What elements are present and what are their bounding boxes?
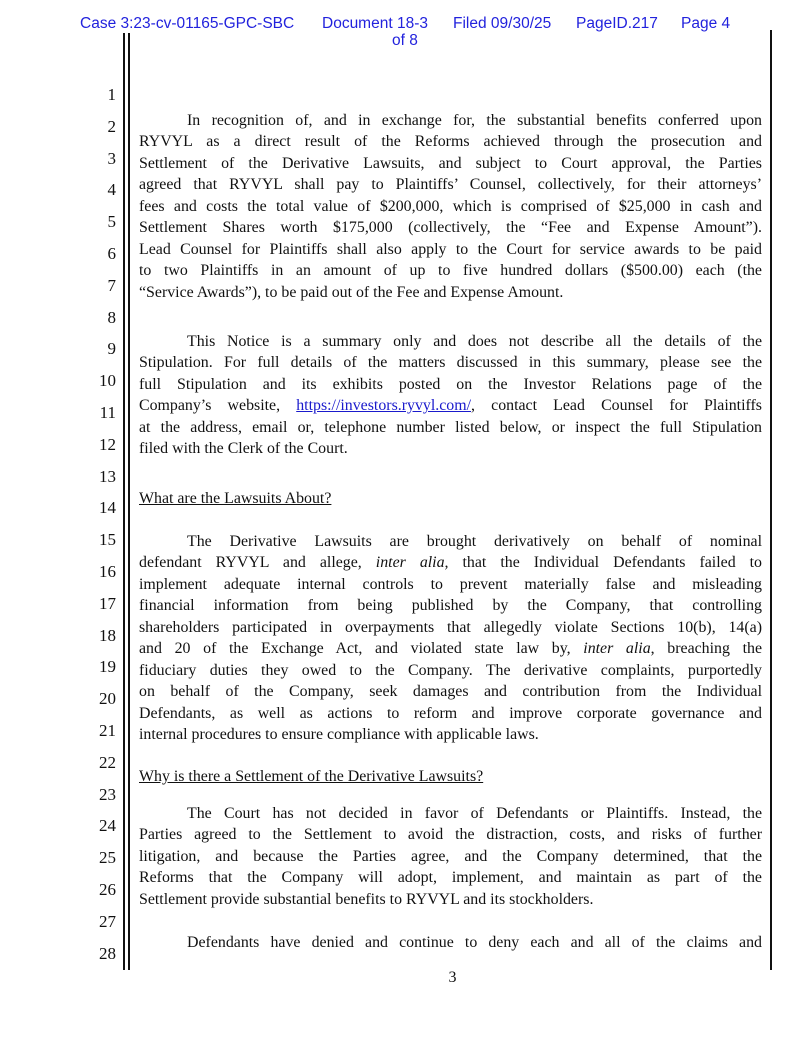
paragraph-4-line: litigation, and because the Parties agree, and the Company determined, that the xyxy=(139,847,762,865)
line-number: 2 xyxy=(107,116,116,136)
line-number: 9 xyxy=(107,339,116,359)
left-margin-line-outer xyxy=(123,33,125,970)
paragraph-2-line: full Stipulation and its exhibits posted on the Investor Relations page of the xyxy=(139,375,762,393)
line-number: 12 xyxy=(99,434,116,454)
paragraph-4-line: Reforms that the Company will adopt, implement, and maintain as part of the xyxy=(139,869,762,887)
heading-lawsuits-about: What are the Lawsuits About? xyxy=(139,490,332,507)
line-number: 19 xyxy=(99,657,116,677)
paragraph-1-line: RYVYL as a direct result of the Reforms achieved through the prosecution and xyxy=(139,133,762,151)
page-number: 3 xyxy=(448,969,457,986)
text-segment: that the Individual Defendants failed to xyxy=(448,554,762,572)
paragraph-4-line: Parties agreed to the Settlement to avoid the distraction, costs, and risks of further xyxy=(139,826,762,844)
paragraph-5-line: Defendants have denied and continue to deny each and all of the claims and xyxy=(187,934,762,951)
line-number: 3 xyxy=(107,148,116,168)
paragraph-4-line: The Court has not decided in favor of Defendants or Plaintiffs. Instead, the xyxy=(187,805,762,822)
paragraph-1-line: Lead Counsel for Plaintiffs shall also apply to the Court for service awards to be paid xyxy=(139,240,762,258)
paragraph-3-line: The Derivative Lawsuits are brought derivatively on behalf of nominal xyxy=(187,533,762,550)
paragraph-3-line: shareholders participated in overpayments that allegedly violate Sections 10(b), 14(a) xyxy=(139,618,762,636)
heading-why-settlement: Why is there a Settlement of the Derivative Lawsuits? xyxy=(139,768,484,785)
left-margin-line-inner xyxy=(128,33,130,970)
line-number: 24 xyxy=(99,816,116,836)
paragraph-2-line: Stipulation. For full details of the matters discussed in this summary, please see the xyxy=(139,354,762,372)
line-number: 17 xyxy=(99,593,116,613)
paragraph-1-line: agreed that RYVYL shall pay to Plaintiffs’ Counsel, collectively, for their attorneys’ xyxy=(139,176,762,194)
italic-text: inter alia, xyxy=(375,554,449,572)
paragraph-1-line: Settlement of the Derivative Lawsuits, and subject to Court approval, the Parties xyxy=(139,154,762,172)
paragraph-2-line: filed with the Clerk of the Court. xyxy=(139,440,348,458)
header-page-total: of 8 xyxy=(392,32,418,49)
line-number: 25 xyxy=(99,848,116,868)
paragraph-3-line xyxy=(139,552,762,574)
line-number: 16 xyxy=(99,562,116,581)
line-number: 28 xyxy=(99,943,116,963)
header-case-number: Case 3:23-cv-01165-GPC-SBC xyxy=(80,15,295,32)
paragraph-1-line: fees and costs the total value of $200,000, which is comprised of $25,000 in cash and xyxy=(139,197,762,215)
paragraph-2-line: This Notice is a summary only and does not describe all the details of the xyxy=(187,333,762,350)
italic-text: inter alia xyxy=(583,640,651,658)
paragraph-1-line: Settlement Shares worth $175,000 (collectively, the “Fee and Expense Amount”). xyxy=(139,219,762,237)
line-number: 18 xyxy=(99,625,116,645)
paragraph-3-line: implement adequate internal controls to prevent materially false and misleading xyxy=(139,575,762,593)
paragraph-1-line: “Service Awards”), to be paid out of the Fee and Expense Amount. xyxy=(139,283,564,301)
line-number: 13 xyxy=(99,466,116,486)
paragraph-3-line: Defendants, as well as actions to reform and improve corporate governance and xyxy=(139,704,762,722)
line-number: 1 xyxy=(107,85,116,104)
line-number: 20 xyxy=(99,689,116,709)
line-number: 15 xyxy=(99,530,116,550)
text-segment: , breaching the xyxy=(650,640,762,658)
paragraph-2-line: at the address, email or, telephone number listed below, or inspect the full Stipulation xyxy=(139,418,762,436)
paragraph-2-line xyxy=(139,395,762,417)
text-segment: defendant RYVYL and allege, xyxy=(139,554,376,572)
line-number: 23 xyxy=(99,784,116,804)
paragraph-1-line: In recognition of, and in exchange for, the substantial benefits conferred upon xyxy=(187,112,762,129)
paragraph-3-line xyxy=(139,638,762,660)
line-number: 11 xyxy=(99,403,116,422)
line-number: 10 xyxy=(99,371,116,391)
line-number: 22 xyxy=(99,752,116,772)
right-margin-line xyxy=(770,30,772,970)
paragraph-3-line: fiduciary duties they owed to the Company. The derivative complaints, purportedly xyxy=(139,661,762,679)
text-segment: and 20 of the Exchange Act, and violated state law by, xyxy=(139,640,584,658)
header-page: Page 4 xyxy=(681,15,731,32)
line-number: 14 xyxy=(99,498,116,518)
header-pageid: PageID.217 xyxy=(576,15,658,32)
investor-relations-link[interactable]: https://investors.ryvyl.com/ xyxy=(296,397,472,415)
header-filed-date: Filed 09/30/25 xyxy=(453,15,552,32)
line-number: 26 xyxy=(99,880,116,899)
line-number: 21 xyxy=(99,721,116,740)
paragraph-1-line: to two Plaintiffs in an amount of up to five hundred dollars ($500.00) each (the xyxy=(139,262,762,280)
line-number: 6 xyxy=(107,244,116,263)
line-number: 7 xyxy=(107,275,116,295)
paragraph-4-line: Settlement provide substantial benefits to RYVYL and its stockholders. xyxy=(139,890,594,908)
line-number: 5 xyxy=(107,212,116,232)
line-number: 8 xyxy=(107,307,116,327)
header-document: Document 18-3 xyxy=(322,15,428,32)
text-segment: , contact Lead Counsel for Plaintiffs xyxy=(471,397,762,415)
paragraph-3-line: internal procedures to ensure compliance with applicable laws. xyxy=(139,726,539,744)
paragraph-3-line: financial information from being published by the Company, that controlling xyxy=(139,597,762,615)
line-number: 4 xyxy=(107,180,116,200)
paragraph-3-line: on behalf of the Company, seek damages and contribution from the Individual xyxy=(139,683,762,701)
text-segment: Company’s website, xyxy=(139,397,297,415)
line-number: 27 xyxy=(99,911,116,931)
